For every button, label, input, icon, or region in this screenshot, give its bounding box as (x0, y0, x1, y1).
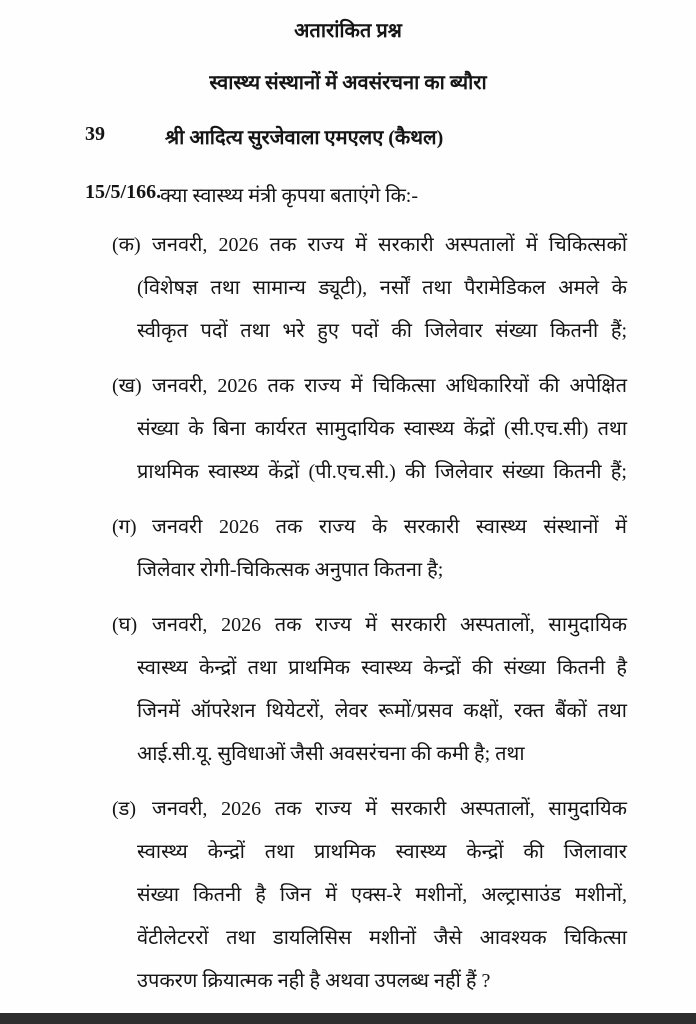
scan-edge-bar (0, 1013, 696, 1024)
part-da-line-3: संख्या कितनी है जिन में एक्स-रे मशीनों, अल्ट्रासाउंड मशीनों, (137, 884, 627, 906)
part-ga-marker: (ग) (112, 516, 137, 538)
part-gha-line-4: आई.सी.यू. सुविधाओं जैसी अवसरंचना की कमी है; तथा (137, 743, 525, 765)
part-da-line-2: स्वास्थ्य केन्द्रों तथा प्राथमिक स्वास्थ्य केन्द्रों की जिलावार (137, 841, 627, 863)
part-da-line-4: वेंटीलेटररों तथा डायलिसिस मशीनों जैसे आवश्यक चिकित्सा (137, 927, 627, 949)
part-gha-line-2: स्वास्थ्य केन्द्रों तथा प्राथमिक स्वास्थ्य केन्द्रों की संख्या कितनी है (137, 657, 627, 679)
part-ga-line-1: जनवरी 2026 तक राज्य के सरकारी स्वास्थ्य संस्थानों में (152, 516, 627, 538)
part-ga-line-2: जिलेवार रोगी-चिकित्सक अनुपात कितना है; (137, 559, 444, 581)
part-gha-marker: (घ) (112, 614, 138, 636)
part-ka-line-1: जनवरी, 2026 तक राज्य में सरकारी अस्पतालों में चिकित्सकों (152, 234, 627, 256)
part-da-line-5: उपकरण क्रियात्मक नही है अथवा उपलब्ध नहीं हैं ? (137, 970, 491, 992)
question-part-ga (0, 506, 696, 592)
part-da-line-1: जनवरी, 2026 तक राज्य में सरकारी अस्पतालों, सामुदायिक (152, 798, 627, 820)
question-serial-number: 39 (85, 123, 105, 145)
part-ka-marker: (क) (112, 234, 141, 256)
part-ka-line-3: स्वीकृत पदों तथा भरे हुए पदों की जिलेवार संख्या कितनी हैं; (137, 320, 627, 342)
question-part-da (0, 788, 696, 1003)
part-kha-line-1: जनवरी, 2026 तक राज्य में चिकित्सा अधिकारियों की अपेक्षित (152, 375, 627, 397)
part-ka-line-2: (विशेषज्ञ तथा सामान्य ड्यूटी), नर्सों तथा पैरामेडिकल अमले के (137, 277, 627, 299)
question-part-ka (0, 224, 696, 353)
part-kha-marker: (ख) (112, 375, 142, 397)
question-parts (0, 224, 696, 1015)
part-kha-line-3: प्राथमिक स्वास्थ्य केंद्रों (पी.एच.सी.) की जिलेवार संख्या कितनी हैं; (137, 461, 627, 483)
question-intro-text: क्या स्वास्थ्य मंत्री कृपया बताएंगे कि:- (160, 185, 419, 207)
question-reference-number: 15/5/166. (85, 181, 162, 203)
member-name: श्री आदित्य सुरजेवाला एमएलए (कैथल) (165, 127, 444, 149)
part-da-marker: (ड) (112, 798, 137, 820)
member-row (85, 123, 656, 150)
part-gha-line-3: जिनमें ऑपरेशन थियेटरों, लेवर रूमों/प्रसव कक्षों, रक्त बैंकों तथा (137, 700, 627, 722)
part-kha-line-2: संख्या के बिना कार्यरत सामुदायिक स्वास्थ्य केंद्रों (सी.एच.सी) तथा (137, 418, 627, 440)
question-intro-row (85, 181, 656, 208)
document-type-heading: अतारांकित प्रश्न (294, 20, 402, 42)
question-part-gha (0, 604, 696, 776)
question-part-kha (0, 365, 696, 494)
question-subject-heading: स्वास्थ्य संस्थानों में अवसंरचना का ब्यौरा (209, 72, 487, 94)
part-gha-line-1: जनवरी, 2026 तक राज्य में सरकारी अस्पतालों, सामुदायिक (152, 614, 627, 636)
